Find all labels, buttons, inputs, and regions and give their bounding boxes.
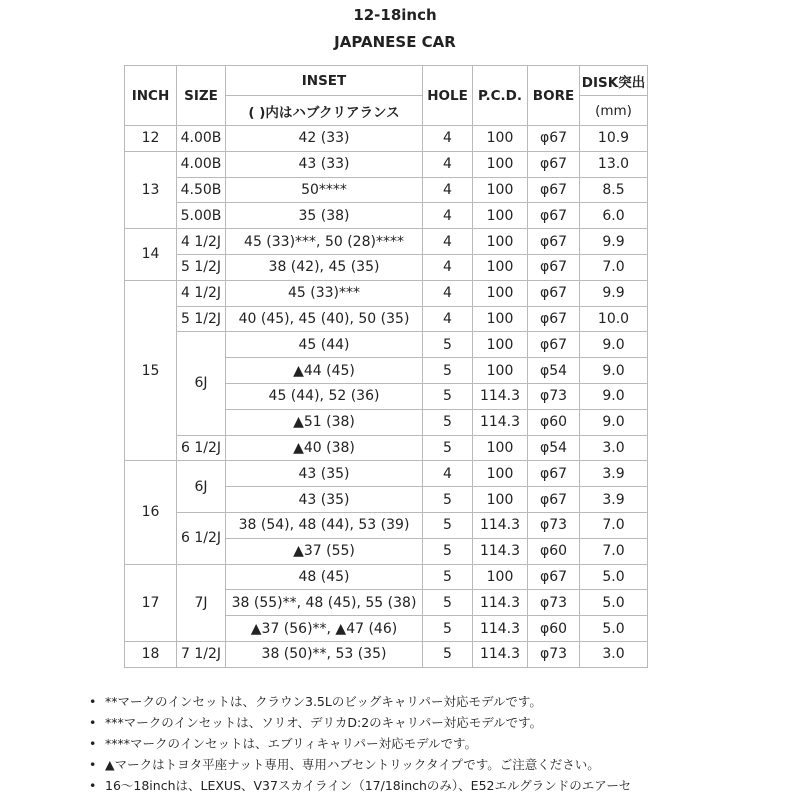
bore-cell: φ60 — [528, 409, 580, 435]
inset-cell: 45 (44), 52 (36) — [226, 383, 423, 409]
table-row — [125, 126, 648, 152]
inch-cell: 14 — [125, 229, 177, 281]
bore-cell: φ54 — [528, 435, 580, 461]
hole-cell: 4 — [423, 229, 473, 255]
bore-cell: φ73 — [528, 590, 580, 616]
bore-cell: φ54 — [528, 358, 580, 384]
bore-cell: φ67 — [528, 306, 580, 332]
pcd-cell: 100 — [473, 254, 528, 280]
header-disk: DISK突出 — [580, 66, 648, 96]
disk-cell: 9.9 — [580, 280, 648, 306]
table-row — [125, 641, 648, 667]
size-cell: 7J — [177, 564, 226, 641]
inset-cell: ▲44 (45) — [226, 358, 423, 384]
hole-cell: 4 — [423, 461, 473, 487]
bore-cell: φ73 — [528, 383, 580, 409]
table-row — [125, 435, 648, 461]
bore-cell: φ67 — [528, 126, 580, 152]
pcd-cell: 100 — [473, 229, 528, 255]
disk-cell: 9.0 — [580, 358, 648, 384]
inch-cell: 16 — [125, 461, 177, 564]
note-text: ***マークのインセットは、ソリオ、デリカD:2のキャリパー対応モデルです。 — [105, 715, 543, 730]
table-row — [125, 461, 648, 487]
pcd-cell: 100 — [473, 151, 528, 177]
inset-cell: ▲51 (38) — [226, 409, 423, 435]
table-row — [125, 512, 648, 538]
header-inset: INSET — [226, 66, 423, 96]
hole-cell: 4 — [423, 203, 473, 229]
inset-cell: 50**** — [226, 177, 423, 203]
table-row — [125, 280, 648, 306]
disk-cell: 6.0 — [580, 203, 648, 229]
notes-list — [89, 691, 631, 796]
hole-cell: 4 — [423, 126, 473, 152]
size-cell: 4.50B — [177, 177, 226, 203]
note-text: **マークのインセットは、クラウン3.5Lのビッグキャリパー対応モデルです。 — [105, 694, 542, 709]
pcd-cell: 100 — [473, 487, 528, 513]
disk-cell: 8.5 — [580, 177, 648, 203]
pcd-cell: 114.3 — [473, 409, 528, 435]
size-cell: 7 1/2J — [177, 641, 226, 667]
table-row — [125, 151, 648, 177]
inset-cell: 45 (33)*** — [226, 280, 423, 306]
size-cell: 5 1/2J — [177, 306, 226, 332]
pcd-cell: 100 — [473, 280, 528, 306]
pcd-cell: 114.3 — [473, 383, 528, 409]
disk-cell: 3.0 — [580, 435, 648, 461]
pcd-cell: 100 — [473, 126, 528, 152]
table-row — [125, 564, 648, 590]
bore-cell: φ67 — [528, 461, 580, 487]
inset-cell: 43 (35) — [226, 461, 423, 487]
table-row — [125, 203, 648, 229]
table-row — [125, 229, 648, 255]
size-cell: 4 1/2J — [177, 280, 226, 306]
disk-cell: 10.9 — [580, 126, 648, 152]
note-text: ****マークのインセットは、エブリィキャリパー対応モデルです。 — [105, 736, 478, 751]
inch-cell: 13 — [125, 151, 177, 228]
note-item — [89, 733, 631, 754]
disk-cell: 3.0 — [580, 641, 648, 667]
pcd-cell: 114.3 — [473, 641, 528, 667]
header-bore: BORE — [528, 66, 580, 126]
disk-cell: 3.9 — [580, 487, 648, 513]
inset-cell: 38 (50)**, 53 (35) — [226, 641, 423, 667]
size-cell: 6 1/2J — [177, 512, 226, 564]
inset-cell: 45 (33)***, 50 (28)**** — [226, 229, 423, 255]
inset-cell: ▲40 (38) — [226, 435, 423, 461]
disk-cell: 9.0 — [580, 409, 648, 435]
table-row — [125, 254, 648, 280]
pcd-cell: 100 — [473, 358, 528, 384]
inset-cell: 38 (54), 48 (44), 53 (39) — [226, 512, 423, 538]
bore-cell: φ73 — [528, 512, 580, 538]
hole-cell: 5 — [423, 641, 473, 667]
bore-cell: φ60 — [528, 616, 580, 642]
header-disk-unit: (mm) — [580, 96, 648, 126]
hole-cell: 5 — [423, 383, 473, 409]
table-row — [125, 306, 648, 332]
hole-cell: 5 — [423, 487, 473, 513]
bore-cell: φ67 — [528, 151, 580, 177]
inch-cell: 12 — [125, 126, 177, 152]
disk-cell: 7.0 — [580, 254, 648, 280]
inset-cell: 43 (35) — [226, 487, 423, 513]
hole-cell: 4 — [423, 177, 473, 203]
size-cell: 5.00B — [177, 203, 226, 229]
hole-cell: 5 — [423, 512, 473, 538]
inset-cell: 38 (42), 45 (35) — [226, 254, 423, 280]
pcd-cell: 100 — [473, 203, 528, 229]
note-text: ▲マークはトヨタ平座ナット専用、専用ハブセントリックタイプです。ご注意ください。 — [105, 757, 600, 772]
table-body — [125, 126, 648, 668]
hole-cell: 5 — [423, 590, 473, 616]
pcd-cell: 100 — [473, 461, 528, 487]
disk-cell: 5.0 — [580, 564, 648, 590]
inset-cell: ▲37 (56)**, ▲47 (46) — [226, 616, 423, 642]
disk-cell: 7.0 — [580, 538, 648, 564]
pcd-cell: 114.3 — [473, 538, 528, 564]
header-inch: INCH — [125, 66, 177, 126]
size-cell: 5 1/2J — [177, 254, 226, 280]
page-subtitle: JAPANESE CAR — [334, 33, 456, 51]
disk-cell: 5.0 — [580, 590, 648, 616]
inset-cell: 42 (33) — [226, 126, 423, 152]
size-cell: 4.00B — [177, 151, 226, 177]
note-item — [89, 712, 631, 733]
bullet-icon: • — [89, 715, 97, 730]
inset-cell: 40 (45), 45 (40), 50 (35) — [226, 306, 423, 332]
pcd-cell: 114.3 — [473, 616, 528, 642]
bore-cell: φ67 — [528, 254, 580, 280]
note-item — [89, 775, 631, 796]
bore-cell: φ67 — [528, 332, 580, 358]
hole-cell: 4 — [423, 306, 473, 332]
inch-cell: 18 — [125, 641, 177, 667]
header-pcd: P.C.D. — [473, 66, 528, 126]
size-cell: 6 1/2J — [177, 435, 226, 461]
note-text: 16～18inchは、LEXUS、V37スカイライン（17/18inchのみ）、E52エルグランドのエアーセ — [105, 778, 632, 793]
note-item — [89, 754, 631, 775]
size-cell: 6J — [177, 461, 226, 513]
inset-cell: ▲37 (55) — [226, 538, 423, 564]
bullet-icon: • — [89, 757, 97, 772]
header-size: SIZE — [177, 66, 226, 126]
hole-cell: 5 — [423, 409, 473, 435]
note-item — [89, 691, 631, 712]
size-cell: 4.00B — [177, 126, 226, 152]
header-inset-sub: ( )内はハブクリアランス — [226, 96, 423, 126]
pcd-cell: 114.3 — [473, 590, 528, 616]
pcd-cell: 100 — [473, 435, 528, 461]
hole-cell: 5 — [423, 616, 473, 642]
inset-cell: 48 (45) — [226, 564, 423, 590]
bore-cell: φ67 — [528, 280, 580, 306]
pcd-cell: 100 — [473, 564, 528, 590]
hole-cell: 5 — [423, 435, 473, 461]
disk-cell: 7.0 — [580, 512, 648, 538]
table-row — [125, 332, 648, 358]
pcd-cell: 100 — [473, 332, 528, 358]
disk-cell: 10.0 — [580, 306, 648, 332]
page-title: 12-18inch — [353, 6, 437, 24]
disk-cell: 3.9 — [580, 461, 648, 487]
bore-cell: φ60 — [528, 538, 580, 564]
inset-cell: 45 (44) — [226, 332, 423, 358]
bullet-icon: • — [89, 736, 97, 751]
size-cell: 6J — [177, 332, 226, 435]
hole-cell: 4 — [423, 280, 473, 306]
bore-cell: φ67 — [528, 487, 580, 513]
bullet-icon: • — [89, 778, 97, 793]
inset-cell: 43 (33) — [226, 151, 423, 177]
disk-cell: 9.9 — [580, 229, 648, 255]
inch-cell: 15 — [125, 280, 177, 461]
table-row — [125, 177, 648, 203]
hole-cell: 5 — [423, 332, 473, 358]
inch-cell: 17 — [125, 564, 177, 641]
disk-cell: 9.0 — [580, 383, 648, 409]
hole-cell: 4 — [423, 151, 473, 177]
bore-cell: φ67 — [528, 203, 580, 229]
hole-cell: 4 — [423, 254, 473, 280]
hole-cell: 5 — [423, 564, 473, 590]
disk-cell: 13.0 — [580, 151, 648, 177]
bore-cell: φ67 — [528, 229, 580, 255]
bore-cell: φ67 — [528, 564, 580, 590]
disk-cell: 5.0 — [580, 616, 648, 642]
pcd-cell: 114.3 — [473, 512, 528, 538]
bore-cell: φ73 — [528, 641, 580, 667]
pcd-cell: 100 — [473, 177, 528, 203]
wheel-spec-table — [124, 65, 648, 668]
pcd-cell: 100 — [473, 306, 528, 332]
bore-cell: φ67 — [528, 177, 580, 203]
bullet-icon: • — [89, 694, 97, 709]
inset-cell: 35 (38) — [226, 203, 423, 229]
header-hole: HOLE — [423, 66, 473, 126]
hole-cell: 5 — [423, 538, 473, 564]
hole-cell: 5 — [423, 358, 473, 384]
size-cell: 4 1/2J — [177, 229, 226, 255]
inset-cell: 38 (55)**, 48 (45), 55 (38) — [226, 590, 423, 616]
table-header — [125, 66, 648, 126]
disk-cell: 9.0 — [580, 332, 648, 358]
